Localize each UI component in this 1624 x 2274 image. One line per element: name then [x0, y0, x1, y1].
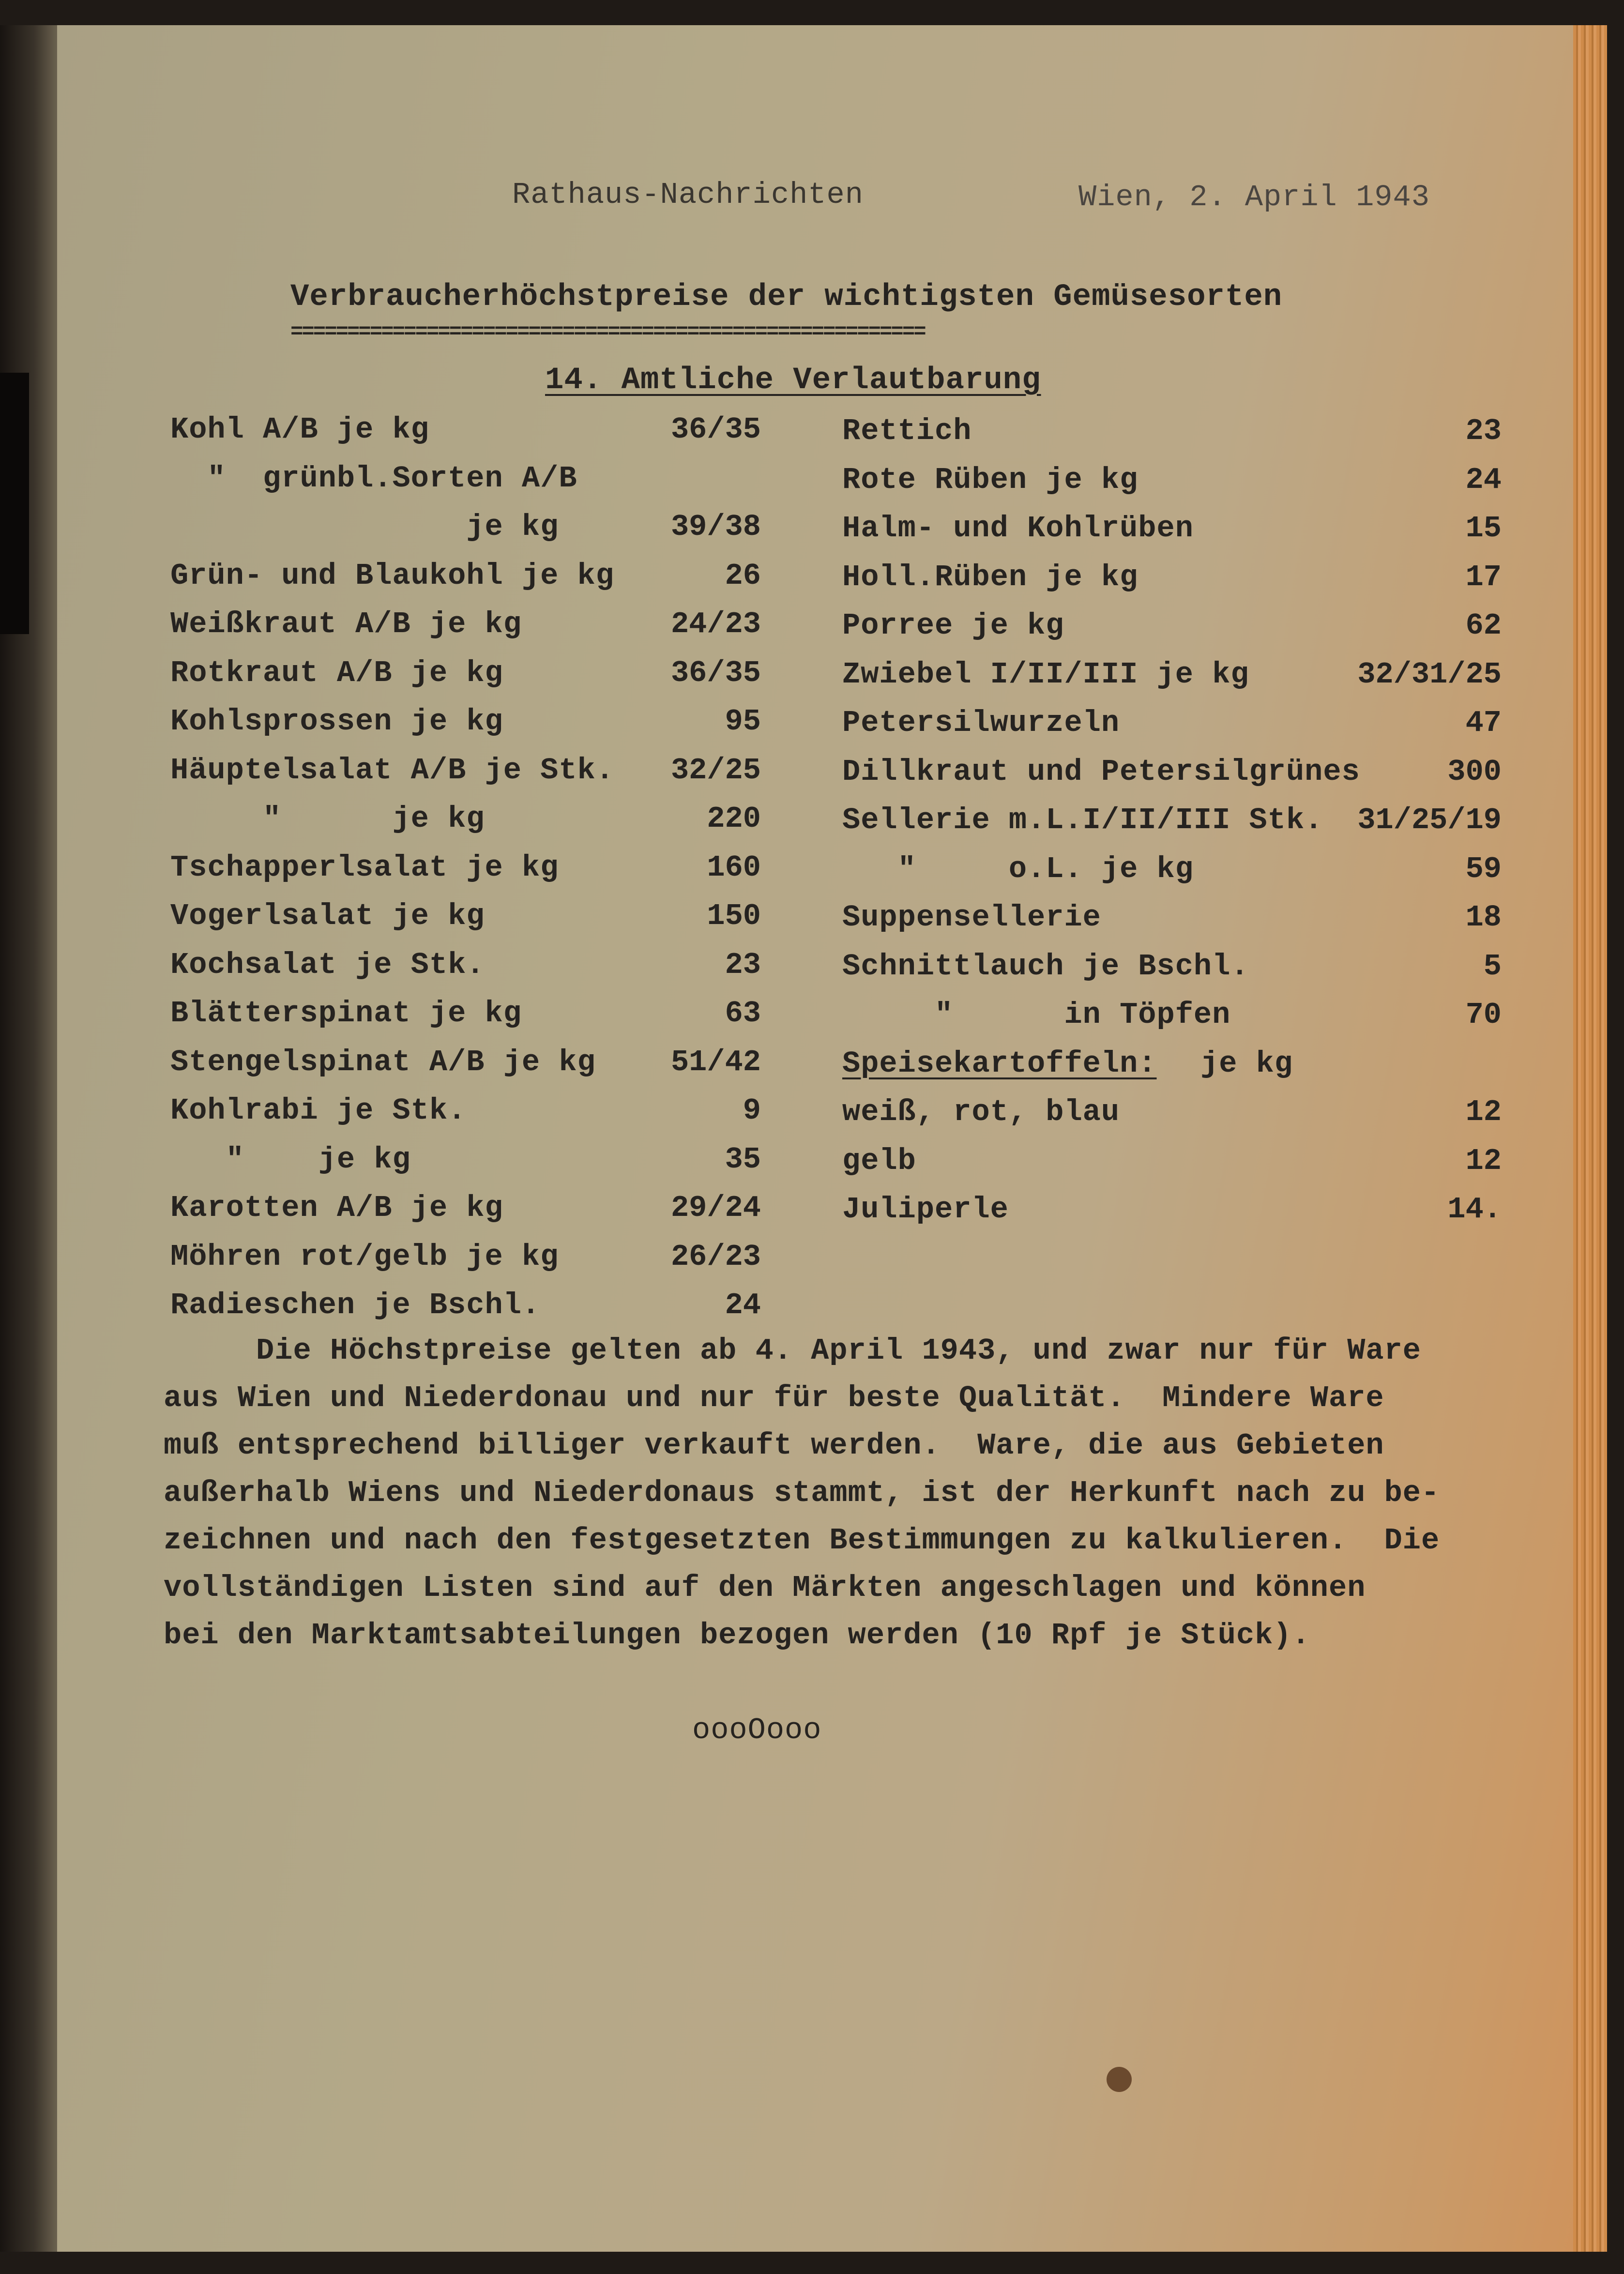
price-item-label: " je kg: [170, 1142, 411, 1177]
price-item-value: 47: [1465, 706, 1502, 740]
price-item-value: 12: [1465, 1095, 1502, 1129]
paragraph-line: zeichnen und nach den festgesetzten Bestimmungen zu kalkulieren. Die: [164, 1523, 1440, 1558]
price-item-label: Vogerlsalat je kg: [170, 899, 485, 933]
paragraph-line: vollständigen Listen sind auf den Märkten angeschlagen und können: [164, 1571, 1366, 1605]
book-binding: [0, 25, 57, 2252]
price-item-label: je kg: [1200, 1046, 1293, 1081]
price-item-label: gelb: [842, 1143, 916, 1178]
price-item-label: " je kg: [170, 802, 485, 836]
price-item-value: 95: [725, 704, 761, 739]
price-item-value: 24: [1465, 462, 1502, 497]
price-item-label: " grünbl.Sorten A/B: [170, 461, 577, 496]
price-item-label: Grün- und Blaukohl je kg: [170, 558, 614, 593]
price-item-label: Kochsalat je Stk.: [170, 947, 485, 982]
price-item-value: 36/35: [670, 655, 761, 690]
price-item-label: Weißkraut A/B je kg: [170, 607, 522, 641]
price-item-value: 32/25: [670, 753, 761, 788]
price-item-value: 12: [1465, 1143, 1502, 1178]
price-item-label: Kohlrabi je Stk.: [170, 1093, 467, 1128]
header-date: Wien, 2. April 1943: [1078, 180, 1430, 214]
price-item-label: " o.L. je kg: [842, 851, 1194, 886]
price-item-value: 26: [725, 558, 761, 593]
document-subtitle: 14. Amtliche Verlautbarung: [545, 363, 1041, 398]
price-item-label: Halm- und Kohlrüben: [842, 511, 1194, 546]
price-item-value: 29/24: [670, 1191, 761, 1225]
price-item-label: Möhren rot/gelb je kg: [170, 1239, 559, 1274]
ink-spot: [1107, 2067, 1132, 2092]
price-item-value: 15: [1465, 511, 1502, 546]
price-item-label: Petersilwurzeln: [842, 706, 1120, 740]
price-list-heading: Speisekartoffeln:: [842, 1046, 1157, 1081]
price-item-value: 63: [725, 996, 761, 1031]
price-item-value: 32/31/25: [1357, 657, 1502, 692]
price-item-value: 70: [1465, 998, 1502, 1032]
price-item-value: 220: [707, 802, 761, 836]
price-item-value: 62: [1465, 608, 1502, 643]
document-title: Verbraucherhöchstpreise der wichtigsten Gemüsesorten: [290, 280, 1283, 315]
binding-shadow: [0, 373, 29, 634]
price-item-value: 17: [1465, 560, 1502, 594]
paragraph-line: außerhalb Wiens und Niederdonaus stammt, ist der Herkunft nach zu be-: [164, 1476, 1440, 1510]
price-item-label: Rotkraut A/B je kg: [170, 655, 503, 690]
price-item-value: 150: [707, 899, 761, 933]
price-item-value: 39/38: [670, 510, 761, 544]
header-left: Rathaus-Nachrichten: [512, 178, 864, 212]
end-mark: oooOooo: [692, 1713, 822, 1747]
price-item-label: Kohl A/B je kg: [170, 412, 429, 447]
price-item-label: Juliperle: [842, 1192, 1009, 1227]
price-item-value: 300: [1447, 754, 1502, 789]
price-item-value: 59: [1465, 851, 1502, 886]
title-double-rule: ========================================================: [290, 320, 925, 344]
price-item-label: Schnittlauch je Bschl.: [842, 949, 1249, 984]
paragraph-line: muß entsprechend billiger verkauft werden. Ware, die aus Gebieten: [164, 1428, 1384, 1463]
price-item-label: Zwiebel I/II/III je kg: [842, 657, 1249, 692]
price-item-label: Rote Rüben je kg: [842, 462, 1138, 497]
price-item-value: 5: [1483, 949, 1502, 984]
price-item-label: Suppensellerie: [842, 900, 1101, 935]
price-item-label: Radieschen je Bschl.: [170, 1288, 541, 1322]
price-item-label: weiß, rot, blau: [842, 1095, 1120, 1129]
price-item-value: 31/25/19: [1357, 803, 1502, 837]
price-item-value: 26/23: [670, 1239, 761, 1274]
price-item-label: Tschapperlsalat je kg: [170, 850, 559, 885]
price-item-label: Stengelspinat A/B je kg: [170, 1045, 596, 1079]
document-page: [57, 25, 1573, 2252]
price-item-value: 9: [743, 1093, 761, 1128]
price-item-label: Holl.Rüben je kg: [842, 560, 1138, 594]
price-item-value: 160: [707, 850, 761, 885]
price-item-label: Porree je kg: [842, 608, 1064, 643]
price-item-value: 24: [725, 1288, 761, 1322]
price-item-value: 18: [1465, 900, 1502, 935]
price-item-label: Dillkraut und Petersilgrünes: [842, 754, 1360, 789]
price-item-value: 23: [1465, 414, 1502, 448]
price-item-label: Rettich: [842, 414, 972, 448]
price-item-label: je kg: [170, 510, 559, 544]
price-item-value: 51/42: [670, 1045, 761, 1079]
price-item-label: Kohlsprossen je kg: [170, 704, 503, 739]
paragraph-line: bei den Marktamtsabteilungen bezogen werden (10 Rpf je Stück).: [164, 1618, 1310, 1652]
page-edges: [1573, 25, 1607, 2252]
price-item-value: 35: [725, 1142, 761, 1177]
price-item-label: Häuptelsalat A/B je Stk.: [170, 753, 614, 788]
price-item-value: 24/23: [670, 607, 761, 641]
paragraph-line: aus Wien und Niederdonau und nur für beste Qualität. Mindere Ware: [164, 1381, 1384, 1415]
price-item-value: 14.: [1447, 1192, 1502, 1227]
price-item-label: " in Töpfen: [842, 998, 1231, 1032]
price-item-label: Karotten A/B je kg: [170, 1191, 503, 1225]
price-item-label: Blätterspinat je kg: [170, 996, 522, 1031]
price-item-label: Sellerie m.L.I/II/III Stk.: [842, 803, 1323, 837]
price-item-value: 36/35: [670, 412, 761, 447]
paragraph-line: Die Höchstpreise gelten ab 4. April 1943, und zwar nur für Ware: [164, 1334, 1422, 1368]
price-item-value: 23: [725, 947, 761, 982]
